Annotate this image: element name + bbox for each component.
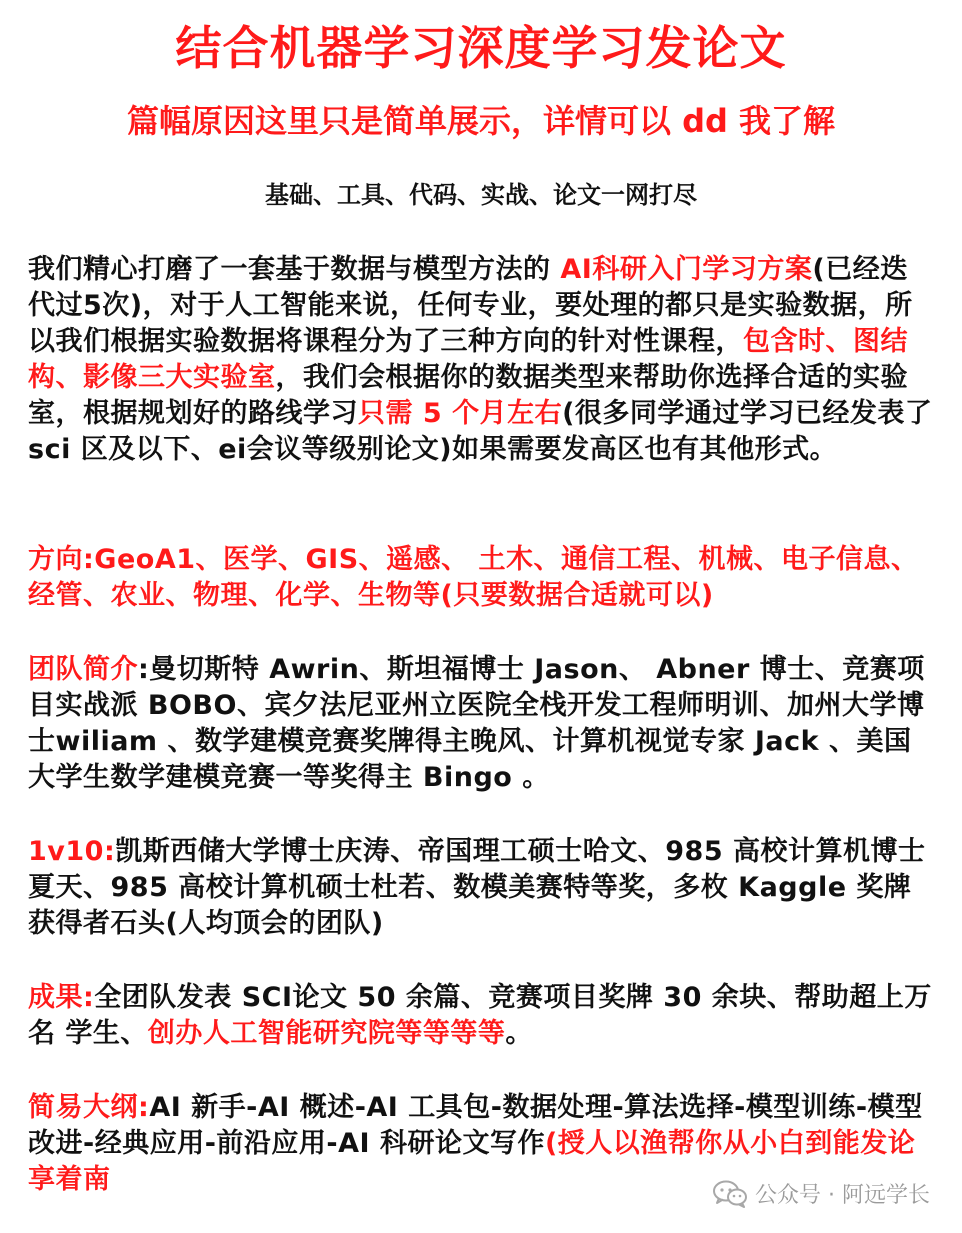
team-paragraph xyxy=(28,652,934,796)
intro-text-4: (很多同学通过学习已经发表了 sci 区及以下、ei会议等级别论文)如果需要发高区也有其他形式。 xyxy=(28,398,933,465)
page-title: 结合机器学习深度学习发论文 xyxy=(175,21,787,75)
intro-paragraph xyxy=(28,252,934,468)
intro-text-3: ，我们会根据你的数据类型来帮助你选择合适的实验室，根据规划好的路线学习 xyxy=(28,362,908,429)
results-end: 。 xyxy=(505,1018,533,1049)
intro-text-2: (已经迭代过5次)，对于人工智能来说，任何专业，要处理的都只是实验数据，所以我们根据实验数据将课程分为了三种方向的针对性课程， xyxy=(28,254,913,357)
onev10-text: 凯斯西储大学博士庆涛、帝国理工硕士哈文、985 高校计算机博士夏天、985 高校计算机硕士杜若、数模美赛特等奖，多枚 Kaggle 奖牌获得者石头(人均顶会的团队) xyxy=(28,836,926,939)
intro-text-1: 我们精心打磨了一套基于数据与模型方法的 xyxy=(28,254,561,285)
results-highlight: 创办人工智能研究院等等等等 xyxy=(147,1018,506,1049)
outline-text: AI 新手-AI 概述-AI 工具包-数据处理-算法选择-模型训练-模型改进-经典应用-前沿应用-AI 科研论文写作 xyxy=(28,1092,923,1159)
intro-highlight-duration: 只需 5 个月左右 xyxy=(358,398,563,429)
page-subtitle: 篇幅原因这里只是简单展示，详情可以 dd 我了解 xyxy=(126,102,836,140)
team-text: :曼切斯特 Awrin、斯坦福博士 Jason、 Abner 博士、竞赛项目实战派 BOBO、宾夕法尼亚州立医院全栈开发工程师明训、加州大学博士wiliam 、数学建模竞赛奖牌得主晚风、计算机视觉专家 Jack 、美国大学生数学建模竞赛一等奖得主 Bingo 。 xyxy=(28,654,925,793)
outline-highlight: (授人以渔帮你从小白到能发论享着南 xyxy=(28,1128,916,1195)
outline-label: 简易大纲: xyxy=(28,1092,150,1123)
intro-highlight-labs: 包含时、图结构、影像三大实验室 xyxy=(28,326,908,393)
results-paragraph xyxy=(28,980,934,1052)
results-label: 成果: xyxy=(28,982,95,1013)
watermark-text: 公众号 · 阿远学长 xyxy=(755,1183,930,1208)
onev10-paragraph xyxy=(28,834,934,942)
onev10-label: 1v10: xyxy=(28,836,116,867)
watermark xyxy=(713,1178,930,1209)
results-text: 全团队发表 SCI论文 50 余篇、竞赛项目奖牌 30 余块、帮助超上万名 学生、 xyxy=(28,982,932,1049)
wechat-icon xyxy=(713,1180,747,1208)
tagline: 基础、工具、代码、实战、论文一网打尽 xyxy=(265,181,697,209)
intro-highlight-plan: AI科研入门学习方案 xyxy=(560,254,813,285)
directions-paragraph: 方向:GeoA1、医学、GIS、遥感、 土木、通信工程、机械、电子信息、经管、农业、物理、化学、生物等(只要数据合适就可以) xyxy=(28,544,919,611)
team-label: 团队简介 xyxy=(28,654,138,685)
